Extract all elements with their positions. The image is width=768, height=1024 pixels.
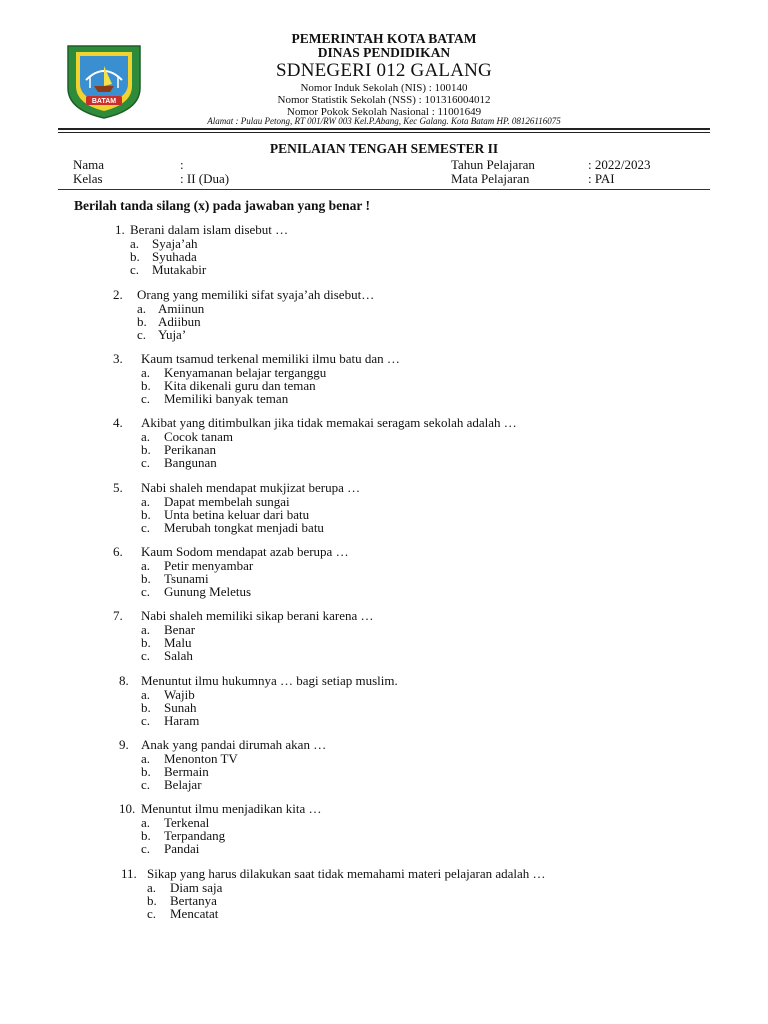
option-letter: c.: [137, 327, 147, 342]
option-letter: a.: [141, 558, 151, 573]
option-text: Gunung Meletus: [164, 584, 252, 599]
option-text: Cocok tanam: [164, 429, 233, 444]
question-text: Akibat yang ditimbulkan jika tidak memakai seragam sekolah adalah …: [141, 415, 517, 430]
question-text: Berani dalam islam disebut …: [130, 222, 289, 237]
question-text: Kaum tsamud terkenal memiliki ilmu batu dan …: [141, 351, 400, 366]
question-text: Anak yang pandai dirumah akan …: [141, 737, 327, 752]
question-number: 7.: [113, 608, 123, 623]
option-letter: a.: [141, 429, 151, 444]
name-value: :: [180, 157, 184, 172]
option-text: Haram: [164, 713, 200, 728]
question-number: 9.: [119, 737, 129, 752]
government-title: PEMERINTAH KOTA BATAM: [291, 31, 477, 46]
option-letter: a.: [141, 815, 151, 830]
option-text: Dapat membelah sungai: [164, 494, 290, 509]
option-text: Perikanan: [164, 442, 216, 457]
option-letter: a.: [141, 494, 151, 509]
option-letter: c.: [141, 455, 151, 470]
school-npsn: Nomor Pokok Sekolah Nasional : 11001649: [286, 106, 482, 118]
instruction-text: Berilah tanda silang (x) pada jawaban yang benar !: [74, 198, 371, 213]
option-text: Petir menyambar: [164, 558, 254, 573]
option-text: Kita dikenali guru dan teman: [164, 378, 316, 393]
question-number: 6.: [113, 544, 123, 559]
class-label: Kelas: [73, 171, 103, 186]
option-text: Terpandang: [164, 828, 226, 843]
option-text: Adiibun: [158, 314, 201, 329]
option-text: Menonton TV: [164, 751, 238, 766]
option-letter: b.: [141, 507, 151, 522]
option-text: Syuhada: [152, 249, 197, 264]
option-text: Malu: [164, 635, 192, 650]
option-letter: a.: [147, 880, 157, 895]
option-text: Diam saja: [170, 880, 223, 895]
option-letter: c.: [141, 713, 151, 728]
option-letter: c.: [141, 391, 151, 406]
question-text: Kaum Sodom mendapat azab berupa …: [141, 544, 349, 559]
option-text: Syaja’ah: [152, 236, 198, 251]
option-letter: b.: [137, 314, 147, 329]
option-text: Unta betina keluar dari batu: [164, 507, 310, 522]
question-number: 2.: [113, 287, 123, 302]
option-text: Bertanya: [170, 893, 217, 908]
option-text: Belajar: [164, 777, 202, 792]
option-letter: b.: [141, 571, 151, 586]
option-text: Merubah tongkat menjadi batu: [164, 520, 324, 535]
option-letter: b.: [141, 764, 151, 779]
option-text: Amiinun: [158, 301, 205, 316]
option-text: Terkenal: [164, 815, 210, 830]
class-value: : II (Dua): [180, 171, 230, 186]
option-letter: b.: [141, 442, 151, 457]
option-text: Mutakabir: [152, 262, 207, 277]
option-letter: a.: [137, 301, 147, 316]
option-text: Tsunami: [164, 571, 209, 586]
question-number: 5.: [113, 480, 123, 495]
question-number: 8.: [119, 673, 129, 688]
name-label: Nama: [73, 157, 105, 172]
option-letter: b.: [130, 249, 140, 264]
academic-year-value: : 2022/2023: [588, 157, 651, 172]
option-letter: b.: [141, 828, 151, 843]
option-letter: c.: [141, 520, 151, 535]
school-nis: Nomor Induk Sekolah (NIS) : 100140: [300, 82, 468, 94]
option-letter: c.: [141, 584, 151, 599]
option-text: Kenyamanan belajar terganggu: [164, 365, 327, 380]
subject-value: : PAI: [588, 171, 615, 186]
question-text: Orang yang memiliki sifat syaja’ah disebut…: [137, 287, 375, 302]
question-text: Menuntut ilmu menjadikan kita …: [141, 801, 322, 816]
option-letter: c.: [141, 841, 151, 856]
option-letter: c.: [141, 648, 151, 663]
option-letter: c.: [130, 262, 140, 277]
option-text: Sunah: [164, 700, 197, 715]
question-text: Nabi shaleh mendapat mukjizat berupa …: [141, 480, 361, 495]
option-letter: b.: [141, 700, 151, 715]
option-letter: a.: [141, 622, 151, 637]
option-letter: a.: [141, 365, 151, 380]
option-text: Bangunan: [164, 455, 217, 470]
option-text: Benar: [164, 622, 196, 637]
question-number: 10.: [119, 801, 136, 816]
option-text: Wajib: [164, 687, 195, 702]
option-letter: b.: [141, 378, 151, 393]
question-text: Nabi shaleh memiliki sikap berani karena …: [141, 608, 374, 623]
department-title: DINAS PENDIDIKAN: [317, 45, 451, 60]
info-divider: [58, 189, 710, 190]
option-text: Yuja’: [158, 327, 187, 342]
option-letter: a.: [141, 751, 151, 766]
option-letter: c.: [147, 906, 157, 921]
option-text: Bermain: [164, 764, 209, 779]
school-address: Alamat : Pulau Petong, RT 001/RW 003 Kel.P.Abang, Kec Galang. Kota Batam HP. 08126116075: [207, 116, 561, 126]
subject-label: Mata Pelajaran: [451, 171, 530, 186]
academic-year-label: Tahun Pelajaran: [451, 157, 535, 172]
option-letter: a.: [141, 687, 151, 702]
question-number: 4.: [113, 415, 123, 430]
logo-text: BATAM: [91, 98, 117, 105]
option-text: Mencatat: [170, 906, 219, 921]
header-divider: [58, 128, 710, 130]
option-text: Salah: [164, 648, 193, 663]
question-number: 11.: [121, 866, 137, 881]
header-divider-thin: [58, 132, 710, 133]
option-text: Pandai: [164, 841, 200, 856]
option-letter: a.: [130, 236, 140, 251]
option-text: Memiliki banyak teman: [164, 391, 289, 406]
exam-title: PENILAIAN TENGAH SEMESTER II: [269, 141, 499, 156]
school-name: SDNEGERI 012 GALANG: [276, 60, 492, 81]
question-text: Menuntut ilmu hukumnya … bagi setiap muslim.: [141, 673, 398, 688]
question-text: Sikap yang harus dilakukan saat tidak memahami materi pelajaran adalah …: [147, 866, 546, 881]
question-number: 3.: [113, 351, 123, 366]
question-number: 1.: [115, 222, 125, 237]
option-letter: b.: [147, 893, 157, 908]
school-nss: Nomor Statistik Sekolah (NSS) : 101316004012: [277, 94, 491, 106]
option-letter: c.: [141, 777, 151, 792]
option-letter: b.: [141, 635, 151, 650]
